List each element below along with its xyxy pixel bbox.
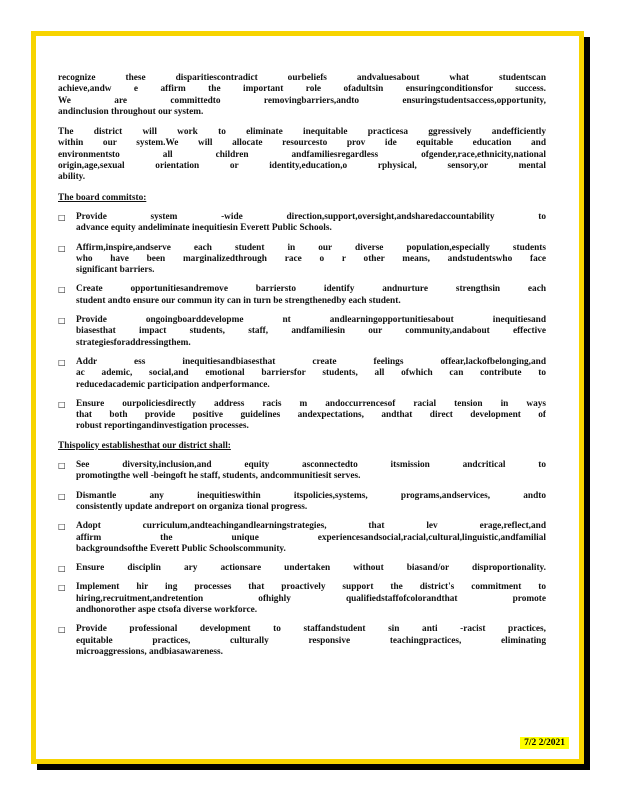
text-line: affirm the unique experiencesandsocial,racial,cultural,linguistic,andfamilial: [76, 532, 546, 543]
list-item: [58, 357, 546, 391]
text-line: Provide professional development to staffandstudent sin anti -racist practices,: [76, 624, 546, 635]
text-line: Provide ongoingboarddevelopme nt andlearningopportunitiesabout inequitiesand: [76, 315, 546, 326]
policy-heading: Thispolicy establishesthat our district shall:: [58, 440, 231, 451]
text-line: Implement hir ing processes that proactively support the district's commitment to: [76, 582, 546, 593]
bullet-icon: □: [58, 461, 66, 471]
policy-list: [58, 460, 546, 658]
text-line: See diversity,inclusion,and equity asconnectedto itsmission andcritical to: [76, 460, 546, 471]
list-item: [58, 399, 546, 433]
text-line: strategiesforaddressingthem.: [76, 337, 191, 348]
board-heading: The board commitsto:: [58, 192, 147, 203]
intro-paragraph: [58, 73, 546, 118]
text-line: environmentsto all children andfamiliesregardless ofgender,race,ethnicity,national: [58, 149, 546, 160]
text-line: within our system.We will allocate resourcesto prov ide equitable education and: [58, 138, 546, 149]
text-line: who have been marginalizedthrough race o r other means, andstudentswho face: [76, 253, 546, 264]
district-paragraph: [58, 127, 546, 183]
list-item: [58, 582, 546, 616]
text-line: reducedacademic participation andperformance.: [76, 379, 270, 390]
list-item: [58, 212, 546, 235]
bullet-icon: □: [58, 522, 66, 532]
text-line: Create opportunitiesandremove barriersto identify andnurture strengthsin each: [76, 284, 546, 295]
list-item: [58, 624, 546, 658]
bullet-icon: □: [58, 564, 66, 574]
text-line: backgroundsofthe Everett Public Schoolscommunity.: [76, 543, 286, 554]
text-line: hiring,recruitment,andretention ofhighly qualifiedstaffofcolorandthat promote: [76, 593, 546, 604]
text-line: Dismantle any inequitieswithin itspolicies,systems, programs,andservices, andto: [76, 490, 546, 501]
bullet-icon: □: [58, 491, 66, 501]
bullet-icon: □: [58, 625, 66, 635]
text-line: advance equity andeliminate inequitiesin Everett Public Schools.: [76, 223, 332, 234]
text-line: ac ademic, social,and emotional barriersfor students, all ofwhich can contribute to: [76, 368, 546, 379]
text-line: andinclusion throughout our system.: [58, 106, 204, 117]
date-stamp: 7/2 2/2021: [520, 737, 569, 749]
list-item: [58, 243, 546, 277]
document-content: [58, 73, 546, 666]
list-item: [58, 563, 546, 574]
text-line: Affirm,inspire,andserve each student in our diverse population,especially students: [76, 242, 546, 253]
list-item: [58, 491, 546, 514]
text-line: student andto ensure our commun ity can in turn be strengthenedby each student.: [76, 295, 401, 306]
list-item: [58, 521, 546, 555]
text-line: that both provide positive guidelines andexpectations, andthat direct development of: [76, 410, 546, 421]
text-line: Adopt curriculum,andteachingandlearningstrategies, that lev erage,reflect,and: [76, 521, 546, 532]
board-list: [58, 212, 546, 433]
list-item: [58, 284, 546, 307]
bullet-icon: □: [58, 212, 66, 222]
text-line: microaggressions, andbiasawareness.: [76, 646, 223, 657]
text-line: equitable practices, culturally responsive teachingpractices, eliminating: [76, 635, 546, 646]
bullet-icon: □: [58, 357, 66, 367]
text-line: Provide system -wide direction,support,oversight,andsharedaccountability to: [76, 211, 546, 222]
text-line: recognize these disparitiescontradict ourbeliefs andvaluesabout what studentscan: [58, 73, 546, 83]
text-line: origin,age,sexual orientation or identity,education,o rphysical, sensory,or mental: [58, 161, 546, 172]
bullet-icon: □: [58, 285, 66, 295]
text-line: biasesthat impact students, staff, andfamiliesin our community,andabout effective: [76, 326, 546, 337]
text-line: robust reportingandinvestigation processes.: [76, 421, 249, 432]
bullet-icon: □: [58, 399, 66, 409]
text-line: significant barriers.: [76, 265, 155, 276]
text-line: Addr ess inequitiesandbiasesthat create feelings offear,lackofbelonging,and: [76, 356, 546, 367]
bullet-icon: □: [58, 243, 66, 253]
list-item: [58, 460, 546, 483]
text-line: consistently update andreport on organiza tional progress.: [76, 501, 308, 512]
text-line: We are committedto removingbarriers,andto ensuringstudentsaccess,opportunity,: [58, 95, 546, 106]
list-item: [58, 315, 546, 349]
text-line: Ensure ourpoliciesdirectly address racis m andoccurrencesof racial tension in ways: [76, 398, 546, 409]
text-line: ability.: [58, 172, 86, 183]
text-line: The district will work to eliminate inequitable practicesa ggressively andefficiently: [58, 127, 546, 138]
text-line: Ensure disciplin ary actionsare undertaken without biasand/or disproportionality.: [76, 563, 546, 574]
document-page: [31, 31, 584, 764]
bullet-icon: □: [58, 583, 66, 593]
text-line: promotingthe well -beingoft he staff, students, andcommunitiesit serves.: [76, 471, 361, 482]
bullet-icon: □: [58, 316, 66, 326]
text-line: andhonorother aspe ctsofa diverse workforce.: [76, 604, 258, 615]
text-line: achieve,andw e affirm the important role ofadultsin ensuringconditionsfor success.: [58, 84, 546, 95]
